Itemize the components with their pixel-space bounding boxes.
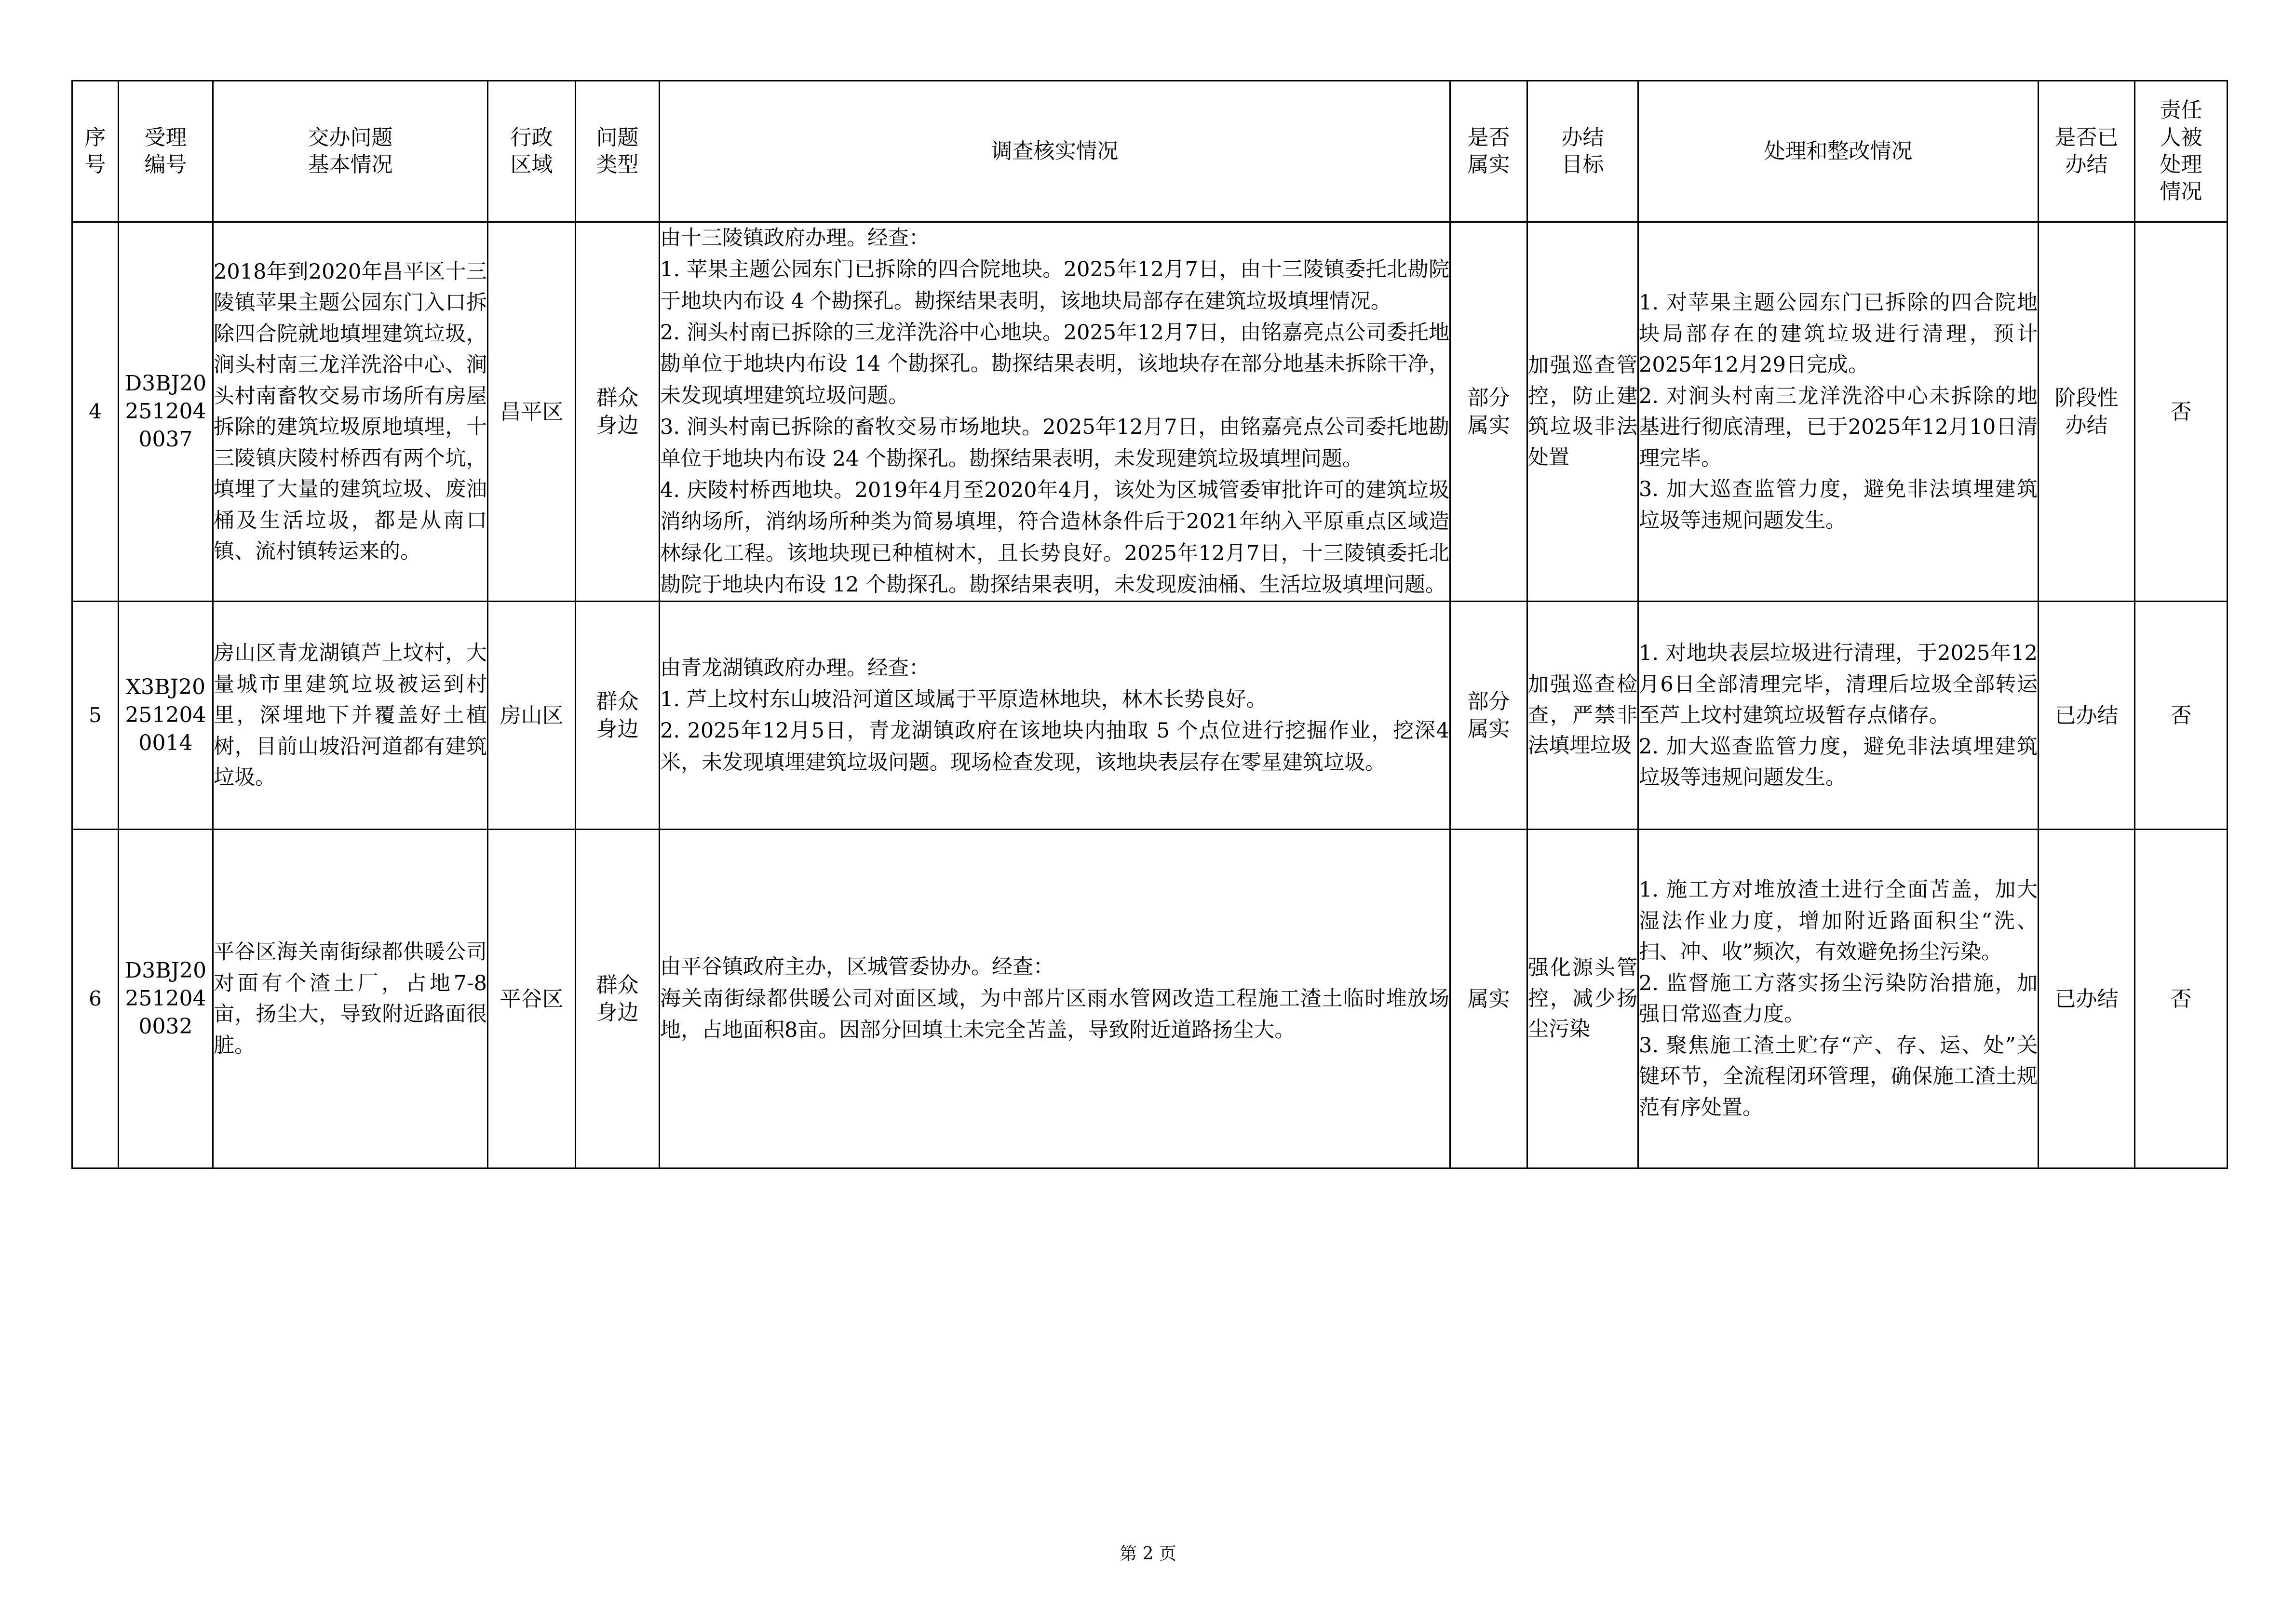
is-true-line1: 部分	[1467, 689, 1510, 714]
cell-problem-description: 2018年到2020年昌平区十三陵镇苹果主题公园东门入口拆除四合院就地填埋建筑垃圾，涧头村南三龙洋洗浴中心、涧头村南畜牧交易市场所有房屋拆除的建筑垃圾原地填埋，十三陵镇庆陵村桥西有两个坑，填埋了大量的建筑垃圾、废油桶及生活垃圾，都是从南口镇、流村镇转运来的。	[213, 222, 488, 602]
column-header-completion-goal-line2: 目标	[1561, 152, 1604, 177]
is-completed-line1: 阶段性	[2054, 385, 2119, 410]
cell-completion-goal: 加强巡查管控，防止建筑垃圾非法处置	[1527, 222, 1638, 602]
column-header-completion-goal	[1527, 81, 1638, 222]
cell-investigation	[660, 602, 1450, 830]
column-header-responsible-person-line2: 人被	[2160, 125, 2202, 150]
cell-completion-goal: 强化源头管控，减少扬尘污染	[1527, 830, 1638, 1168]
column-header-problem-type-line2: 类型	[596, 152, 639, 177]
column-header-investigation-line1: 调查核实情况	[991, 138, 1119, 163]
cell-responsible-person: 否	[2135, 222, 2228, 602]
column-header-is-completed	[2039, 81, 2135, 222]
cell-sequence: 6	[72, 830, 119, 1168]
cell-is-true	[1450, 602, 1527, 830]
case-code-line3: 0014	[138, 731, 193, 756]
handling-paragraph: 1. 施工方对堆放渣土进行全面苫盖，加大湿法作业力度，增加附近路面积尘“洗、扫、冲、收”频次，有效避免扬尘污染。	[1639, 878, 2038, 965]
inspection-report-table	[71, 80, 2228, 1169]
column-header-is-true	[1450, 81, 1527, 222]
cell-region: 平谷区	[488, 830, 576, 1168]
column-header-case-code	[119, 81, 213, 222]
column-header-is-true-line2: 属实	[1467, 152, 1510, 177]
case-code-line3: 0032	[138, 1014, 193, 1039]
is-true-line1: 部分	[1467, 385, 1510, 410]
table-header	[72, 81, 2228, 222]
investigation-paragraph: 由平谷镇政府主办，区城管委协办。经查：	[660, 955, 1054, 979]
table-header-row	[72, 81, 2228, 222]
column-header-responsible-person-line1: 责任	[2160, 98, 2202, 123]
problem-type-line2: 身边	[596, 413, 639, 438]
problem-type-line1: 群众	[596, 385, 639, 410]
investigation-paragraph: 4. 庆陵村桥西地块。2019年4月至2020年4月，该处为区城管委审批许可的建筑垃圾消纳场所，消纳场所种类为简易填埋，符合造林条件后于2021年纳入平原重点区域造林绿化工程。该地块现已种植树木，且长势良好。2025年12月7日，十三陵镇委托北勘院于地块内布设 12 个勘探孔。勘探结果表明，未发现废油桶、生活垃圾填埋问题。	[660, 478, 1449, 597]
case-code-line2: 251204	[125, 399, 206, 424]
cell-responsible-person: 否	[2135, 830, 2228, 1168]
handling-paragraph: 2. 监督施工方落实扬尘污染防治措施，加强日常巡查力度。	[1639, 971, 2038, 1027]
column-header-problem-description	[213, 81, 488, 222]
column-header-problem-type-line1: 问题	[596, 125, 639, 150]
handling-paragraph: 1. 对苹果主题公园东门已拆除的四合院地块局部存在的建筑垃圾进行清理，预计2025年12月29日完成。	[1639, 291, 2038, 377]
cell-handling-measures	[1638, 602, 2039, 830]
investigation-paragraph: 由十三陵镇政府办理。经查：	[660, 226, 930, 250]
table-row	[72, 830, 2228, 1168]
column-header-case-code-line2: 编号	[144, 152, 187, 177]
column-header-region-line2: 区域	[510, 152, 553, 177]
cell-is-completed	[2039, 222, 2135, 602]
column-header-case-code-line1: 受理	[144, 125, 187, 150]
cell-problem-type	[576, 602, 660, 830]
investigation-paragraph: 海关南街绿都供暖公司对面区域，为中部片区雨水管网改造工程施工渣土临时堆放场地，占地面积8亩。因部分回填土未完全苫盖，导致附近道路扬尘大。	[660, 986, 1449, 1042]
case-code-line1: X3BJ20	[125, 675, 206, 700]
investigation-paragraph: 3. 涧头村南已拆除的畜牧交易市场地块。2025年12月7日，由铭嘉亮点公司委托地勘单位于地块内布设 24 个勘探孔。勘探结果表明，未发现建筑垃圾填埋问题。	[660, 415, 1449, 471]
handling-paragraph: 2. 加大巡查监管力度，避免非法填埋建筑垃圾等违规问题发生。	[1639, 734, 2038, 790]
column-header-is-true-line1: 是否	[1467, 125, 1510, 150]
cell-case-code	[119, 602, 213, 830]
cell-is-completed: 已办结	[2039, 602, 2135, 830]
cell-problem-description: 平谷区海关南街绿都供暖公司对面有个渣土厂，占地7-8亩，扬尘大，导致附近路面很脏。	[213, 830, 488, 1168]
column-header-is-completed-line1: 是否已	[2054, 125, 2119, 150]
column-header-sequence-line2: 号	[84, 152, 106, 177]
table-row	[72, 602, 2228, 830]
column-header-sequence	[72, 81, 119, 222]
column-header-responsible-person-line3: 处理	[2160, 152, 2202, 177]
cell-region: 房山区	[488, 602, 576, 830]
cell-region: 昌平区	[488, 222, 576, 602]
column-header-problem-type	[576, 81, 660, 222]
column-header-problem-description-line1: 交办问题	[308, 125, 393, 150]
handling-paragraph: 3. 聚焦施工渣土贮存“产、存、运、处”关键环节，全流程闭环管理，确保施工渣土规范有序处置。	[1639, 1033, 2038, 1120]
problem-type-line1: 群众	[596, 689, 639, 714]
column-header-sequence-line1: 序	[84, 125, 106, 150]
problem-type-line2: 身边	[596, 717, 639, 742]
investigation-paragraph: 2. 涧头村南已拆除的三龙洋洗浴中心地块。2025年12月7日，由铭嘉亮点公司委托地勘单位于地块内布设 14 个勘探孔。勘探结果表明，该地块存在部分地基未拆除干净，未发现填埋建筑垃圾问题。	[660, 321, 1449, 408]
cell-investigation	[660, 222, 1450, 602]
case-code-line3: 0037	[138, 427, 193, 452]
cell-is-true: 属实	[1450, 830, 1527, 1168]
cell-case-code	[119, 830, 213, 1168]
column-header-completion-goal-line1: 办结	[1561, 125, 1604, 150]
investigation-paragraph: 由青龙湖镇政府办理。经查：	[660, 656, 930, 680]
is-true-line2: 属实	[1467, 717, 1510, 742]
column-header-responsible-person	[2135, 81, 2228, 222]
case-code-line2: 251204	[125, 986, 206, 1011]
problem-type-line2: 身边	[596, 1000, 639, 1025]
handling-paragraph: 2. 对涧头村南三龙洋洗浴中心未拆除的地基进行彻底清理，已于2025年12月10日清理完毕。	[1639, 384, 2038, 470]
cell-case-code	[119, 222, 213, 602]
cell-sequence: 4	[72, 222, 119, 602]
case-code-line1: D3BJ20	[124, 958, 207, 983]
case-code-line2: 251204	[125, 703, 206, 728]
investigation-paragraph: 1. 芦上坟村东山坡沿河道区域属于平原造林地块，林木长势良好。	[660, 687, 1267, 711]
is-true-line2: 属实	[1467, 413, 1510, 438]
page-number: 第 2 页	[1120, 1544, 1176, 1564]
investigation-paragraph: 2. 2025年12月5日，青龙湖镇政府在该地块内抽取 5 个点位进行挖掘作业，挖深4米，未发现填埋建筑垃圾问题。现场检查发现，该地块表层存在零星建筑垃圾。	[660, 719, 1449, 775]
handling-paragraph: 1. 对地块表层垃圾进行清理，于2025年12月6日全部清理完毕，清理后垃圾全部转运至芦上坟村建筑垃圾暂存点储存。	[1639, 641, 2038, 728]
table-body	[72, 222, 2228, 1168]
investigation-paragraph: 1. 苹果主题公园东门已拆除的四合院地块。2025年12月7日，由十三陵镇委托北勘院于地块内布设 4 个勘探孔。勘探结果表明，该地块局部存在建筑垃圾填埋情况。	[660, 257, 1449, 313]
case-code-line1: D3BJ20	[124, 371, 207, 396]
column-header-responsible-person-line4: 情况	[2160, 179, 2202, 204]
column-header-region-line1: 行政	[510, 125, 553, 150]
report-table-container	[71, 80, 2227, 1169]
column-header-region	[488, 81, 576, 222]
column-header-handling-measures-line1: 处理和整改情况	[1764, 138, 1913, 163]
cell-sequence: 5	[72, 602, 119, 830]
cell-problem-type	[576, 830, 660, 1168]
cell-investigation	[660, 830, 1450, 1168]
handling-paragraph: 3. 加大巡查监管力度，避免非法填埋建筑垃圾等违规问题发生。	[1639, 477, 2038, 533]
table-row	[72, 222, 2228, 602]
cell-completion-goal: 加强巡查检查，严禁非法填埋垃圾	[1527, 602, 1638, 830]
cell-is-completed: 已办结	[2039, 830, 2135, 1168]
cell-responsible-person: 否	[2135, 602, 2228, 830]
column-header-handling-measures	[1638, 81, 2039, 222]
column-header-is-completed-line2: 办结	[2065, 152, 2108, 177]
is-completed-line2: 办结	[2065, 413, 2108, 438]
cell-is-true	[1450, 222, 1527, 602]
cell-handling-measures	[1638, 222, 2039, 602]
cell-handling-measures	[1638, 830, 2039, 1168]
cell-problem-description: 房山区青龙湖镇芦上坟村，大量城市里建筑垃圾被运到村里，深埋地下并覆盖好土植树，目前山坡沿河道都有建筑垃圾。	[213, 602, 488, 830]
problem-type-line1: 群众	[596, 973, 639, 998]
column-header-investigation	[660, 81, 1450, 222]
cell-problem-type	[576, 222, 660, 602]
column-header-problem-description-line2: 基本情况	[308, 152, 393, 177]
